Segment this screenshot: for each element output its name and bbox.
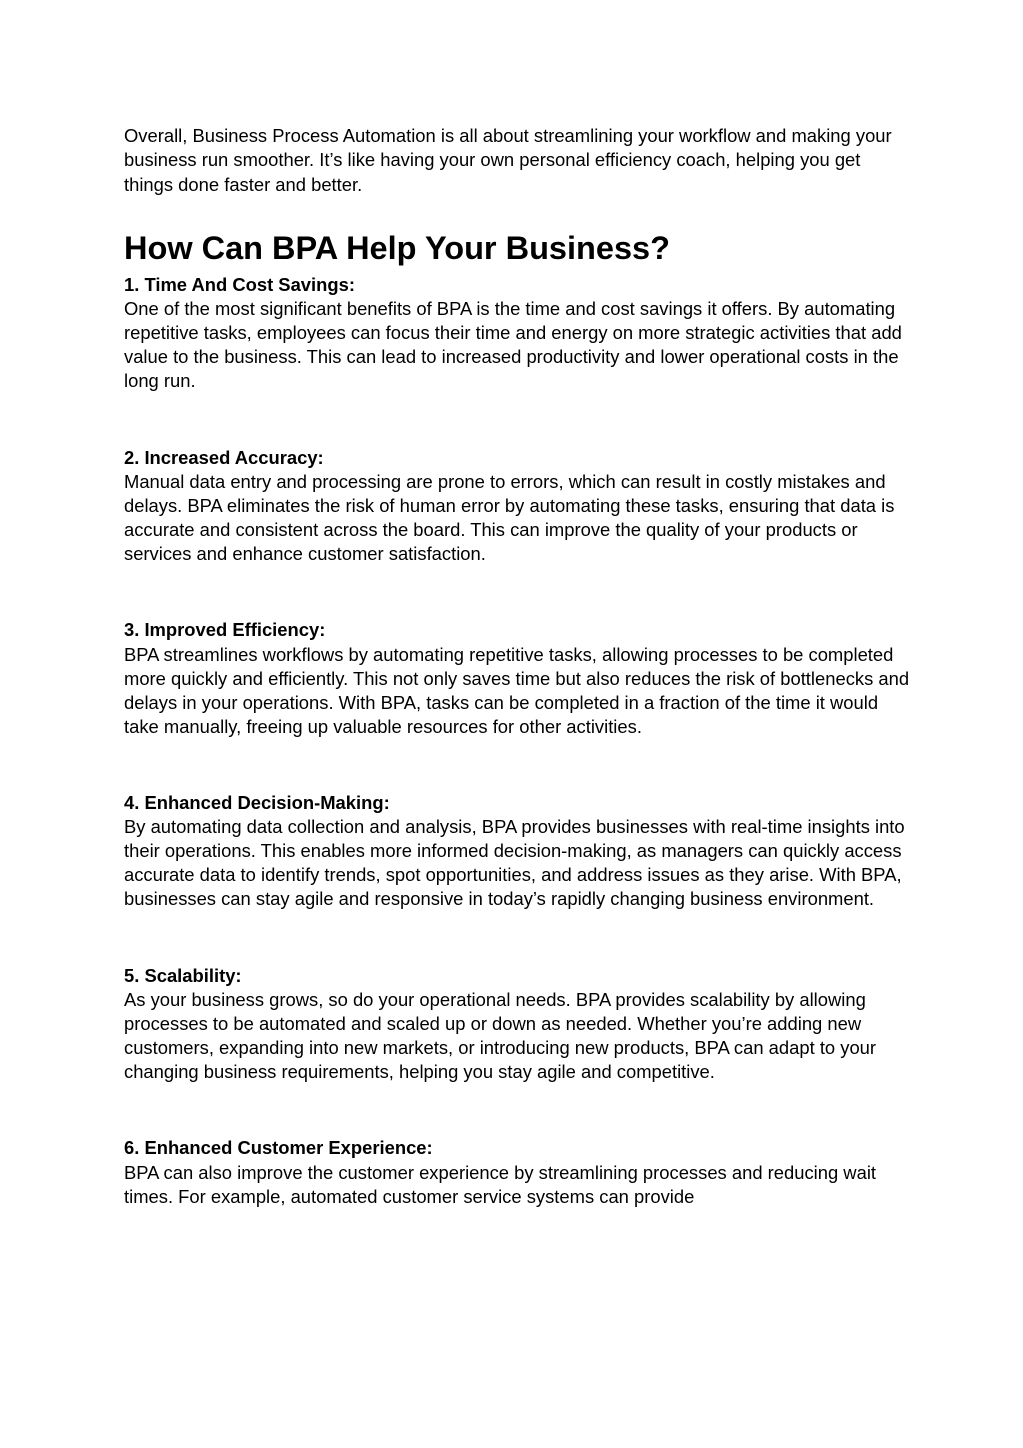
benefit-title: 4. Enhanced Decision-Making:	[124, 791, 390, 813]
benefit-body: By automating data collection and analysis, BPA provides businesses with real-time insights into their operations. This enables more informed decision-making, as managers can quickly access accurate data to identify trends, spot opportunities, and address issues as they arise. With BPA, businesses can stay agile and responsive in today’s rapidly changing business environment.	[124, 816, 905, 910]
benefit-section-accuracy	[124, 446, 914, 567]
benefit-title: 6. Enhanced Customer Experience:	[124, 1137, 433, 1159]
intro-paragraph: Overall, Business Process Automation is all about streamlining your workflow and making your business run smoother. It’s like having your own personal efficiency coach, helping you get things done faster and better.	[124, 125, 892, 195]
benefit-section-efficiency	[124, 618, 914, 739]
benefit-title: 1. Time And Cost Savings:	[124, 273, 355, 295]
benefit-title: 5. Scalability:	[124, 964, 242, 986]
benefit-section-scalability	[124, 964, 914, 1085]
benefit-body: One of the most significant benefits of BPA is the time and cost savings it offers. By automating repetitive tasks, employees can focus their time and energy on more strategic activities that add value to the business. This can lead to increased productivity and lower operational costs in the long run.	[124, 298, 902, 392]
benefit-title: 3. Improved Efficiency:	[124, 619, 326, 641]
benefit-section-time-cost	[124, 273, 914, 394]
benefit-body: BPA can also improve the customer experience by streamlining processes and reducing wait times. For example, automated customer service systems can provide	[124, 1161, 877, 1207]
benefit-body: Manual data entry and processing are prone to errors, which can result in costly mistakes and delays. BPA eliminates the risk of human error by automating these tasks, ensuring that data is accurate and consistent across the board. This can improve the quality of your products or services and enhance customer satisfaction.	[124, 470, 895, 565]
document-page	[124, 124, 914, 1209]
benefit-body: BPA streamlines workflows by automating repetitive tasks, allowing processes to be completed more quickly and efficiently. This not only saves time but also reduces the risk of bottlenecks and delays in your operations. With BPA, tasks can be completed in a fraction of the time it would take manually, freeing up valuable resources for other activities.	[124, 643, 910, 737]
benefit-section-decision-making	[124, 791, 914, 912]
section-heading: How Can BPA Help Your Business?	[124, 229, 670, 266]
benefit-section-customer-experience	[124, 1136, 914, 1208]
benefit-body: As your business grows, so do your operational needs. BPA provides scalability by allowing processes to be automated and scaled up or down as needed. Whether you’re adding new customers, expanding into new markets, or introducing new products, BPA can adapt to your changing business requirements, helping you stay agile and competitive.	[124, 988, 877, 1083]
benefit-title: 2. Increased Accuracy:	[124, 446, 324, 468]
